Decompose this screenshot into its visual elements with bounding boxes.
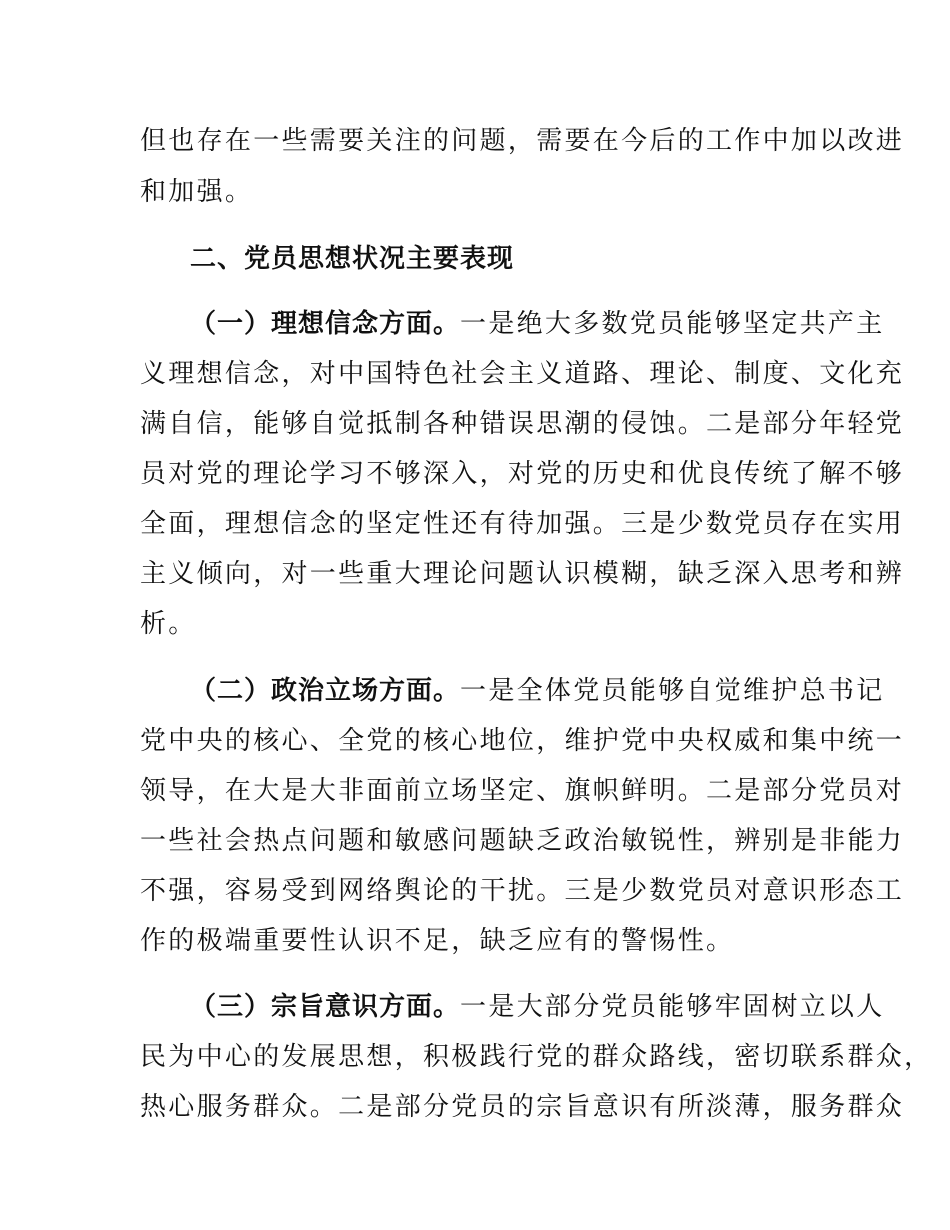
paragraph-2-first-line [190,674,885,708]
paragraph-1-line: 主义倾向，对一些重大理论问题认识模糊，缺乏深入思考和辨 [140,559,905,589]
intro-line-2: 和加强。 [140,177,254,207]
paragraph-2-lead: （二）政治立场方面。 [190,676,461,706]
paragraph-1-line: 全面，理想信念的坚定性还有待加强。三是少数党员存在实用 [140,509,905,539]
paragraph-2-line: 一些社会热点问题和敏感问题缺乏政治敏锐性，辨别是非能力 [140,826,905,856]
paragraph-3-line: 民为中心的发展思想，积极践行党的群众路线，密切联系群众， [140,1042,933,1072]
paragraph-1-first-line-text: 一是绝大多数党员能够坚定共产主 [460,309,885,339]
paragraph-1-lead: （一）理想信念方面。 [190,309,461,339]
paragraph-2-line: 党中央的核心、全党的核心地位，维护党中央权威和集中统一 [140,726,905,756]
paragraph-2-line: 作的极端重要性认识不足，缺乏应有的警惕性。 [140,926,735,956]
paragraph-1-line: 满自信，能够自觉抵制各种错误思潮的侵蚀。二是部分年轻党 [140,409,905,439]
paragraph-3-line: 热心服务群众。二是部分党员的宗旨意识有所淡薄，服务群众 [140,1092,905,1122]
paragraph-2-first-line-text: 一是全体党员能够自觉维护总书记 [460,676,885,706]
paragraph-2-line: 不强，容易受到网络舆论的干扰。三是少数党员对意识形态工 [140,876,905,906]
paragraph-1-line: 员对党的理论学习不够深入，对党的历史和优良传统了解不够 [140,459,905,489]
paragraph-3-lead: （三）宗旨意识方面。 [190,992,461,1022]
section-heading: 二、党员思想状况主要表现 [190,244,515,274]
paragraph-1-first-line [190,307,885,341]
paragraph-3-first-line [190,990,885,1024]
intro-line-1: 但也存在一些需要关注的问题，需要在今后的工作中加以改进 [140,126,905,156]
paragraph-3-first-line-text: 一是大部分党员能够牢固树立以人 [460,992,885,1022]
paragraph-1-line: 义理想信念，对中国特色社会主义道路、理论、制度、文化充 [140,359,905,389]
paragraph-1-line: 析。 [140,609,197,639]
paragraph-2-line: 领导，在大是大非面前立场坚定、旗帜鲜明。二是部分党员对 [140,776,905,806]
